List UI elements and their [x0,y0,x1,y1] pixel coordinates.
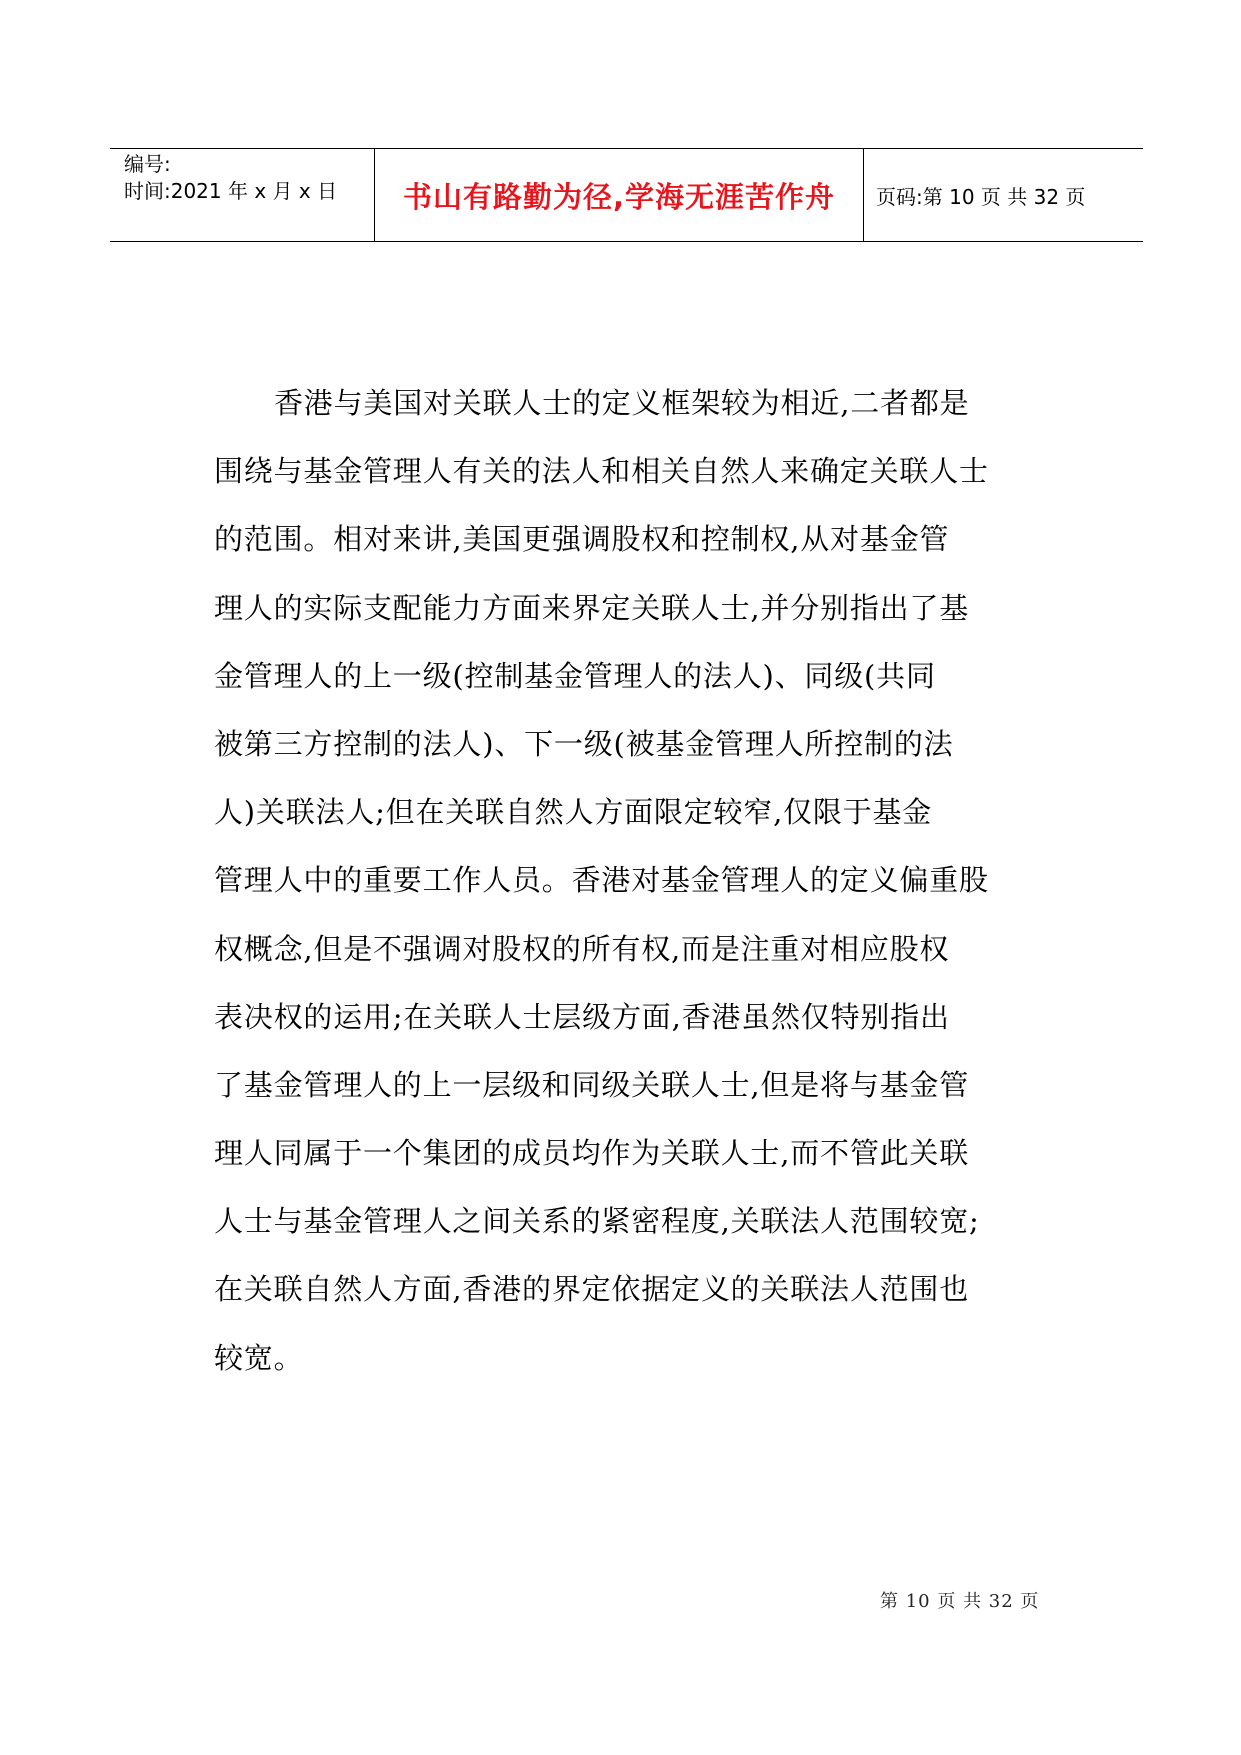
document-number-label: 编号: [124,152,171,176]
motto-text: 书山有路勤为径,学海无涯苦作舟 [402,179,836,214]
paragraph-line: 人士与基金管理人之间关系的紧密程度,关联法人范围较宽; [214,1204,980,1239]
paragraph-line: 表决权的运用;在关联人士层级方面,香港虽然仅特别指出 [214,999,950,1034]
header-page-cell [864,149,1143,241]
paragraph-line: 金管理人的上一级(控制基金管理人的法人)、同级(共同 [214,658,936,693]
paragraph-line: 管理人中的重要工作人员。香港对基金管理人的定义偏重股 [214,863,989,898]
paragraph-line: 围绕与基金管理人有关的法人和相关自然人来确定关联人士 [214,454,989,489]
header-page-code: 页码:第 10 页 共 32 页 [876,184,1086,209]
paragraph-line: 了基金管理人的上一层级和同级关联人士,但是将与基金管 [214,1067,970,1102]
paragraph-line: 被第三方控制的法人)、下一级(被基金管理人所控制的法 [214,726,954,761]
paragraph-line: 香港与美国对关联人士的定义框架较为相近,二者都是 [274,386,970,420]
header-table [110,148,1143,242]
paragraph-line: 理人同属于一个集团的成员均作为关联人士,而不管此关联 [214,1136,970,1171]
header-motto-cell [375,149,864,241]
paragraph-line: 在关联自然人方面,香港的界定依据定义的关联法人范围也 [214,1272,970,1307]
footer-page-number: 第 10 页 共 32 页 [880,1591,1040,1612]
paragraph-line: 人)关联法人;但在关联自然人方面限定较窄,仅限于基金 [214,795,933,830]
document-date-label: 时间:2021 年 x 月 x 日 [124,179,338,203]
paragraph-line: 较宽。 [214,1340,304,1375]
paragraph-line: 理人的实际支配能力方面来界定关联人士,并分别指出了基 [214,590,970,625]
body-paragraph [214,369,1044,1392]
paragraph-line: 的范围。相对来讲,美国更强调股权和控制权,从对基金管 [214,522,950,557]
paragraph-line: 权概念,但是不强调对股权的所有权,而是注重对相应股权 [214,931,950,966]
header-meta-cell [110,149,375,241]
